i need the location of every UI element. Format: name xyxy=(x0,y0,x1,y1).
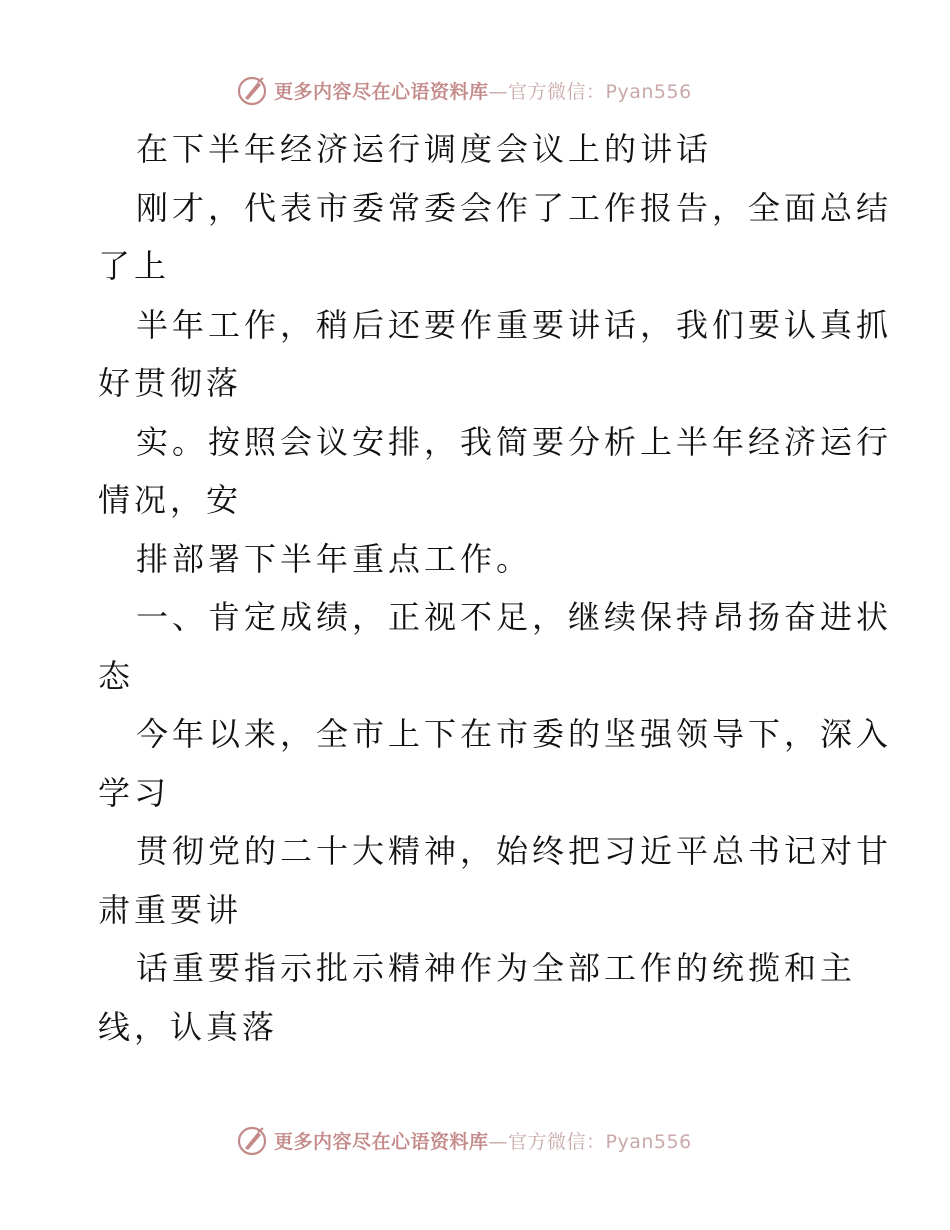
paragraph-1 xyxy=(98,179,893,296)
watermark-suffix: —官方微信：Pyan556 xyxy=(488,80,692,103)
watermark-text xyxy=(274,1127,692,1154)
section-heading-1 xyxy=(98,588,893,705)
line: 今年以来，全市上下在市委的坚强领导下，深入 xyxy=(136,715,893,753)
watermark-brand: 更多内容尽在心语资料库 xyxy=(274,80,489,103)
quill-pen-logo-icon xyxy=(236,74,268,106)
line-continuation: 情况，安 xyxy=(98,481,243,519)
footer-watermark xyxy=(236,1122,692,1158)
line-continuation: 态 xyxy=(98,656,135,695)
line: 贯彻党的二十大精神，始终把习近平总书记对甘 xyxy=(136,832,893,870)
line: 刚才，代表市委常委会作了工作报告，全面总结 xyxy=(136,188,893,227)
watermark-text xyxy=(274,77,692,104)
header-watermark xyxy=(236,72,692,108)
line: 一、肯定成绩，正视不足，继续保持昂扬奋进状 xyxy=(136,598,893,636)
line-continuation: 了上 xyxy=(98,247,171,285)
line: 半年工作，稍后还要作重要讲话，我们要认真抓 xyxy=(136,305,893,344)
paragraph-4 xyxy=(98,530,858,589)
document-body xyxy=(98,120,893,1056)
paragraph-7 xyxy=(98,939,858,1056)
line-continuation: 线，认真落 xyxy=(98,1007,279,1046)
line-continuation: 肃重要讲 xyxy=(98,890,243,929)
line-continuation: 学习 xyxy=(98,773,171,812)
line: 话重要指示批示精神作为全部工作的统揽和主 xyxy=(136,949,857,987)
paragraph-5 xyxy=(98,705,893,822)
quill-pen-logo-icon xyxy=(236,1124,268,1156)
paragraph-2 xyxy=(98,296,893,413)
watermark-suffix: —官方微信：Pyan556 xyxy=(488,1130,692,1153)
line: 排部署下半年重点工作。 xyxy=(136,539,533,578)
paragraph-6 xyxy=(98,822,893,939)
paragraph-3 xyxy=(98,413,893,530)
watermark-brand: 更多内容尽在心语资料库 xyxy=(274,1130,489,1153)
line: 实。按照会议安排，我简要分析上半年经济运行 xyxy=(136,422,893,461)
document-title: 在下半年经济运行调度会议上的讲话 xyxy=(136,130,713,168)
line-continuation: 好贯彻落 xyxy=(98,364,243,402)
